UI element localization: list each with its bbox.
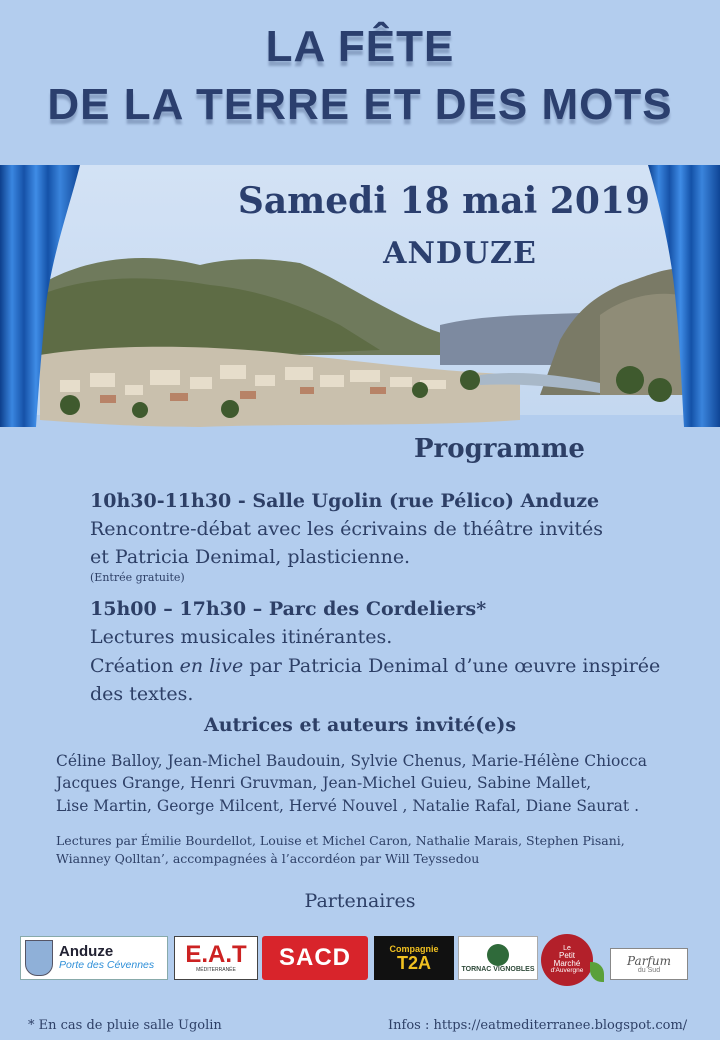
anduze-crest-icon [25, 940, 53, 976]
green-leaf-icon [590, 962, 604, 982]
event-place: ANDUZE [383, 236, 537, 271]
event-date: Samedi 18 mai 2019 [237, 180, 650, 222]
authors-line-1: Céline Balloy, Jean-Michel Baudouin, Sylvie Chenus, Marie-Hélène Chiocca [56, 752, 647, 770]
logo-t2a [374, 936, 454, 980]
session2-line2-em: en live [179, 655, 244, 677]
sacd-label: SACD [278, 944, 351, 971]
programme-heading: Programme [414, 434, 585, 464]
session2-line1: Lectures musicales itinérantes. [90, 626, 393, 648]
info-link[interactable]: Infos : https://eatmediterranee.blogspot.com/ [388, 1018, 688, 1033]
marche-line-4: d'Auvergne [550, 967, 584, 975]
tornac-label: TORNAC VIGNOBLES [461, 965, 535, 973]
parfum-sub: du Sud [637, 966, 661, 974]
t2a-label: T2A [396, 953, 431, 973]
eat-sub: MÉDITERRANÉE [196, 967, 236, 973]
authors-line-2: Jacques Grange, Henri Gruvman, Jean-Michel Guieu, Sabine Mallet, [56, 774, 592, 792]
title-line-1: LA FÊTE [265, 22, 455, 71]
title-line-2: DE LA TERRE ET DES MOTS [47, 80, 673, 129]
authors-heading: Autrices et auteurs invité(e)s [203, 714, 517, 736]
readings-line-1: Lectures par Émilie Bourdellot, Louise et Michel Caron, Nathalie Marais, Stephen Pisani, [56, 833, 625, 848]
session2-line2-post: par Patricia Denimal d’une œuvre inspirée [243, 655, 661, 677]
marche-line-2: Petit [558, 951, 575, 961]
marche-line-3: Marché [553, 959, 581, 969]
session2-line2-pre: Création [90, 655, 180, 677]
eat-label: E.A.T [185, 941, 247, 968]
logo-anduze [20, 936, 168, 980]
logo-sacd [262, 936, 368, 980]
vine-leaf-icon [487, 944, 509, 966]
parfum-label: Parfum [627, 953, 671, 968]
session1-title: 10h30-11h30 - Salle Ugolin (rue Pélico) Anduze [90, 490, 600, 512]
t2a-top: Compagnie [389, 944, 439, 954]
anduze-tagline: Porte des Cévennes [59, 959, 155, 972]
session1-line2: et Patricia Denimal, plasticienne. [90, 546, 411, 568]
anduze-name: Anduze [59, 942, 114, 960]
logo-parfum-du-sud [610, 948, 688, 980]
logo-petit-marche [541, 934, 593, 986]
session2-line3: des textes. [90, 683, 194, 705]
partners-heading: Partenaires [304, 890, 416, 912]
marche-line-1: Le [563, 945, 571, 953]
session2-line2 [90, 655, 660, 677]
readings-line-2: Wianney Qolltan’, accompagnées à l’accordéon par Will Teyssedou [56, 851, 480, 866]
authors-line-3: Lise Martin, George Milcent, Hervé Nouvel , Natalie Rafal, Diane Saurat . [56, 797, 639, 815]
logo-eat [174, 936, 258, 980]
session1-line1: Rencontre-débat avec les écrivains de théâtre invités [90, 518, 604, 540]
rain-note: * En cas de pluie salle Ugolin [28, 1018, 222, 1033]
logo-tornac [458, 936, 538, 980]
session1-note: (Entrée gratuite) [90, 571, 185, 584]
session2-title: 15h00 – 17h30 – Parc des Cordeliers* [90, 598, 487, 620]
